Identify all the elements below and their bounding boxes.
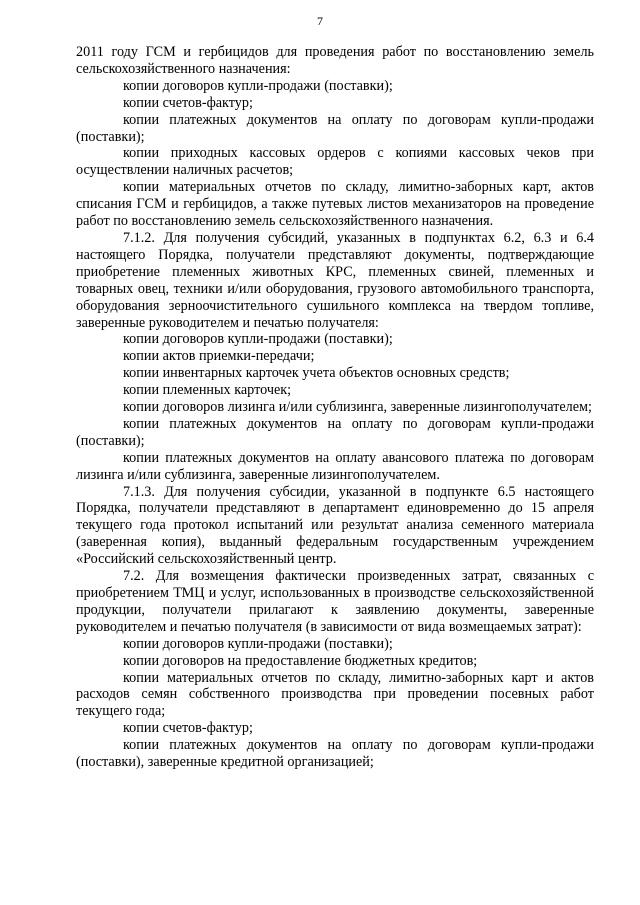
list-item: копии счетов-фактур; [123, 94, 253, 111]
list-item: копии договоров лизинга и/или сублизинга, заверенные лизингополучателем; [123, 399, 592, 416]
list-item: копии материальных отчетов по складу, лимитно-заборных карт и актов расходов семян собственного производства при проведении посевных работ текущего года; [76, 669, 594, 720]
page-number: 7 [317, 14, 323, 28]
section-paragraph: 7.2. Для возмещения фактически произведенных затрат, связанных с приобретением ТМЦ и услуг, использованных в производстве сельскохозяйственной продукции, получатели прилагают к заявлению документы, заверенные руководителем и печатью получателя (в зависимости от вида возмещаемых затрат): [76, 568, 594, 635]
list-item: копии договоров купли-продажи (поставки); [123, 635, 393, 652]
section-paragraph: 7.1.2. Для получения субсидий, указанных в подпунктах 6.2, 6.3 и 6.4 настоящего Порядка, получатели представляют документы, подтверждающие приобретение племенных животных КРС, племенных свиней, племенных и товарных овец, техники и/или оборудования, грузового автомобильного транспорта, оборудования зерноочистительного сушильного комплекса на твердом топливе, заверенные руководителем и печатью получателя: [76, 229, 594, 331]
list-item: копии счетов-фактур; [123, 720, 253, 737]
page-body [76, 44, 594, 771]
list-item: копии договоров купли-продажи (поставки); [123, 331, 393, 348]
list-item: копии договоров на предоставление бюджетных кредитов; [123, 652, 478, 669]
list-item: копии платежных документов на оплату по договорам купли-продажи (поставки), заверенные кредитной организацией; [76, 737, 594, 771]
section-paragraph: 7.1.3. Для получения субсидии, указанной в подпункте 6.5 настоящего Порядка, получатели представляют в департамент единовременно до 15 апреля текущего года протокол испытаний или результат анализа семенного материала (заверенная копия), выданный федеральным государственным учреждением «Российский сельскохозяйственный центр. [76, 483, 594, 568]
paragraph: 2011 году ГСМ и гербицидов для проведения работ по восстановлению земель сельскохозяйственного назначения: [76, 44, 594, 77]
list-item: копии материальных отчетов по складу, лимитно-заборных карт, актов списания ГСМ и гербицидов, а также путевых листов механизаторов на проведение работ по восстановлению земель сельскохозяйственного назначения. [76, 179, 594, 230]
list-item: копии племенных карточек; [123, 382, 292, 399]
list-item: копии приходных кассовых ордеров с копиями кассовых чеков при осуществлении наличных расчетов; [76, 145, 594, 179]
list-item: копии платежных документов на оплату по договорам купли-продажи (поставки); [76, 415, 594, 449]
list-item: копии актов приемки-передачи; [123, 348, 315, 365]
list-item: копии платежных документов на оплату авансового платежа по договорам лизинга и/или сублизинга, заверенные лизингополучателем. [76, 449, 594, 483]
list-item: копии инвентарных карточек учета объектов основных средств; [123, 365, 510, 382]
list-item: копии договоров купли-продажи (поставки); [123, 77, 393, 94]
list-item: копии платежных документов на оплату по договорам купли-продажи (поставки); [76, 111, 594, 145]
